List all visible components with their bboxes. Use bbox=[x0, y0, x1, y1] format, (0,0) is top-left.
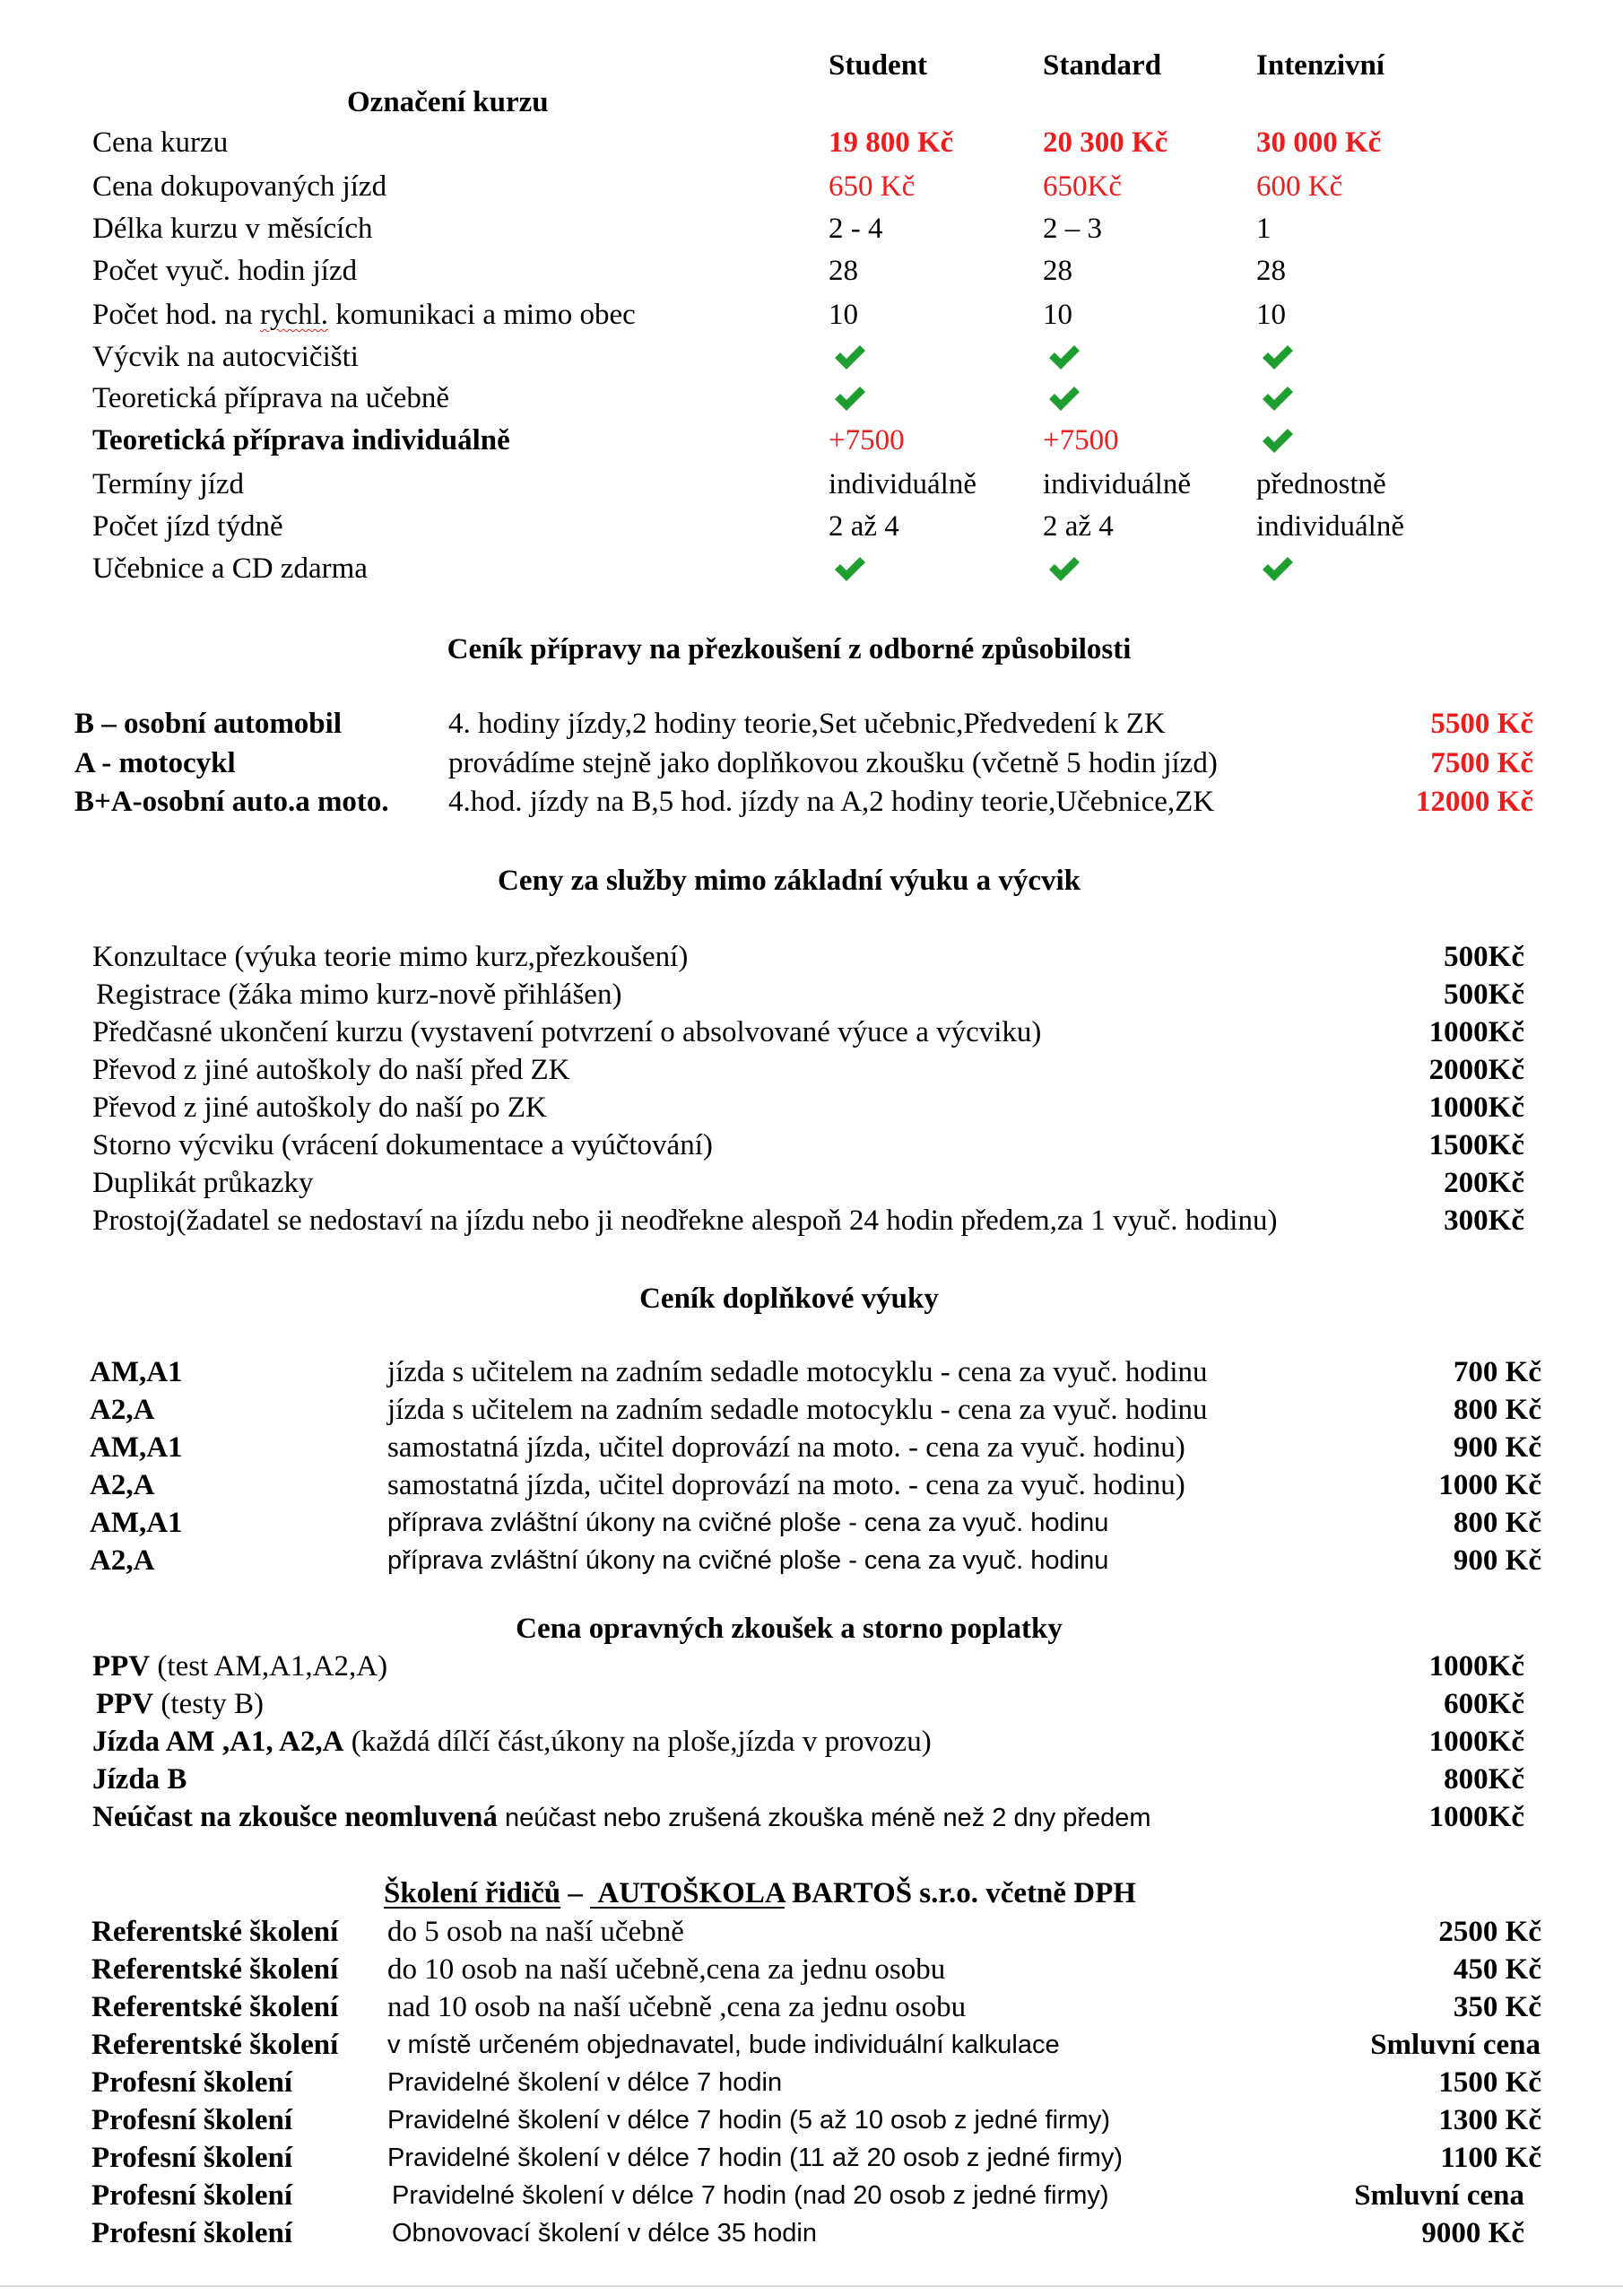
course-row-label: Termíny jízd bbox=[92, 468, 245, 500]
service-price: 500Kč bbox=[1444, 978, 1524, 1011]
retest-desc: 4.hod. jízdy na B,5 hod. jízdy na A,2 hodiny teorie,Učebnice,ZK bbox=[448, 786, 1215, 818]
checkmark-icon bbox=[1260, 343, 1296, 371]
training-label: Referentské školení bbox=[91, 2029, 339, 2061]
course-cell: 20 300 Kč bbox=[1043, 126, 1168, 159]
course-cell: individuálně bbox=[1043, 468, 1191, 500]
label-header: Označení kurzu bbox=[347, 86, 549, 118]
retest-price: 5500 Kč bbox=[1430, 708, 1533, 740]
checkmark-icon bbox=[1046, 554, 1082, 583]
checkmark-icon bbox=[1260, 426, 1296, 455]
training-price: 2500 Kč bbox=[1438, 1916, 1541, 1948]
course-row-label: Cena kurzu bbox=[92, 126, 229, 159]
checkmark-icon bbox=[832, 343, 868, 371]
training-label: Referentské školení bbox=[91, 1953, 339, 1986]
services-title: Ceny za služby mimo základní výuku a výcvik bbox=[497, 865, 1081, 897]
service-label: Převod z jiné autoškoly do naší po ZK bbox=[92, 1091, 547, 1124]
exam-row-rest: (každá dílčí část,úkony na ploše,jízda v provozu) bbox=[343, 1726, 932, 1758]
service-label: Registrace (žáka mimo kurz-nově přihlášen) bbox=[96, 978, 622, 1011]
course-cell: 2 až 4 bbox=[1043, 510, 1114, 543]
retest-label: B – osobní automobil bbox=[74, 708, 342, 740]
service-label: Převod z jiné autoškoly do naší před ZK bbox=[92, 1054, 570, 1086]
retest-desc: provádíme stejně jako doplňkovou zkoušku (včetně 5 hodin jízd) bbox=[448, 747, 1218, 779]
course-cell: 28 bbox=[829, 255, 858, 287]
training-price: 1100 Kč bbox=[1440, 2142, 1541, 2174]
course-cell: 28 bbox=[1043, 255, 1072, 287]
service-label: Prostoj(žadatel se nedostaví na jízdu nebo ji neodřekne alespoň 24 hodin předem,za 1 vyuč. hodinu) bbox=[92, 1205, 1278, 1237]
training-price: 9000 Kč bbox=[1421, 2217, 1524, 2249]
course-cell: 2 až 4 bbox=[829, 510, 899, 543]
training-price: Smluvní cena bbox=[1370, 2029, 1541, 2061]
training-desc: v místě určeném objednavatel, bude individuální kalkulace bbox=[387, 2031, 1060, 2059]
supplementary-price: 1000 Kč bbox=[1438, 1469, 1541, 1501]
service-label: Konzultace (výuka teorie mimo kurz,přezkoušení) bbox=[92, 941, 689, 973]
page-bottom-border bbox=[0, 2285, 1623, 2287]
training-title: Školení řidičů – AUTOŠKOLA BARTOŠ s.r.o. včetně DPH bbox=[384, 1877, 1136, 1909]
exam-row-rest: (test AM,A1,A2,A) bbox=[150, 1650, 388, 1683]
course-cell: 1 bbox=[1256, 213, 1271, 245]
training-desc: do 10 osob na naší učebně,cena za jednu osobu bbox=[387, 1953, 946, 1986]
col-header-student: Student bbox=[829, 49, 928, 82]
supplementary-price: 800 Kč bbox=[1453, 1394, 1541, 1426]
course-cell: 2 – 3 bbox=[1043, 213, 1102, 245]
retest-price: 12000 Kč bbox=[1415, 786, 1533, 818]
service-price: 500Kč bbox=[1444, 941, 1524, 973]
course-cell: 28 bbox=[1256, 255, 1286, 287]
supplementary-title: Ceník doplňkové výuky bbox=[639, 1283, 939, 1315]
training-label: Profesní školení bbox=[91, 2217, 292, 2249]
exam-row-rest: neúčast nebo zrušená zkouška méně než 2 dny předem bbox=[497, 1804, 1151, 1832]
course-cell: +7500 bbox=[829, 424, 905, 457]
retest-label: B+A-osobní auto.a moto. bbox=[74, 786, 389, 818]
exam-row-bold: Neúčast na zkoušce neomluvená bbox=[92, 1801, 498, 1833]
retest-title: Ceník přípravy na přezkoušení z odborné způsobilosti bbox=[447, 633, 1132, 665]
course-row-label: Počet jízd týdně bbox=[92, 510, 283, 543]
training-price: 450 Kč bbox=[1453, 1953, 1541, 1986]
exam-row-rest: (testy B) bbox=[153, 1688, 264, 1720]
service-price: 1000Kč bbox=[1428, 1091, 1524, 1124]
course-cell: individuálně bbox=[1256, 510, 1404, 543]
training-price: 350 Kč bbox=[1453, 1991, 1541, 2023]
checkmark-icon bbox=[1260, 384, 1296, 413]
checkmark-icon bbox=[1046, 384, 1082, 413]
course-cell: 650 Kč bbox=[829, 170, 916, 203]
exam-row-bold: Jízda B bbox=[92, 1763, 187, 1796]
checkmark-icon bbox=[1260, 554, 1296, 583]
exam-price: 1000Kč bbox=[1428, 1801, 1524, 1833]
supplementary-desc: příprava zvláštní úkony na cvičné ploše - cena za vyuč. hodinu bbox=[387, 1546, 1109, 1575]
course-row-label: Cena dokupovaných jízd bbox=[92, 170, 387, 203]
training-price: 1300 Kč bbox=[1438, 2104, 1541, 2136]
service-price: 2000Kč bbox=[1428, 1054, 1524, 1086]
course-cell: 19 800 Kč bbox=[829, 126, 954, 159]
exam-row-label bbox=[92, 1652, 387, 1682]
course-cell: 10 bbox=[1043, 299, 1072, 331]
course-cell: 650Kč bbox=[1043, 170, 1122, 203]
service-price: 1000Kč bbox=[1428, 1016, 1524, 1048]
retest-label: A - motocykl bbox=[74, 747, 236, 779]
training-label: Referentské školení bbox=[91, 1991, 339, 2023]
service-price: 200Kč bbox=[1444, 1167, 1524, 1199]
course-cell: 10 bbox=[1256, 299, 1286, 331]
supplementary-category: AM,A1 bbox=[90, 1356, 183, 1388]
spellcheck-mark: rychl. bbox=[259, 299, 329, 331]
training-label: Profesní školení bbox=[91, 2066, 292, 2099]
service-label: Storno výcviku (vrácení dokumentace a vyúčtování) bbox=[92, 1129, 713, 1161]
service-label: Předčasné ukončení kurzu (vystavení potvrzení o absolvované výuce a výcviku) bbox=[92, 1016, 1042, 1048]
training-price: Smluvní cena bbox=[1354, 2179, 1524, 2212]
training-desc: Pravidelné školení v délce 7 hodin (5 až 10 osob z jedné firmy) bbox=[387, 2106, 1110, 2135]
col-header-standard: Standard bbox=[1043, 49, 1162, 82]
exam-row-label bbox=[96, 1690, 264, 1719]
exam-row-bold: Jízda AM ,A1, A2,A bbox=[92, 1726, 344, 1758]
exam-price: 1000Kč bbox=[1428, 1650, 1524, 1683]
training-desc: Pravidelné školení v délce 7 hodin (nad 20 osob z jedné firmy) bbox=[392, 2181, 1109, 2210]
exam-price: 800Kč bbox=[1444, 1763, 1524, 1796]
training-desc: nad 10 osob na naší učebně ,cena za jednu osobu bbox=[387, 1991, 967, 2023]
supplementary-desc: samostatná jízda, učitel doprovází na moto. - cena za vyuč. hodinu) bbox=[387, 1431, 1185, 1464]
exam-price: 600Kč bbox=[1444, 1688, 1524, 1720]
course-row-label: Výcvik na autocvičišti bbox=[92, 341, 359, 373]
supplementary-desc: samostatná jízda, učitel doprovází na moto. - cena za vyuč. hodinu) bbox=[387, 1469, 1185, 1501]
course-cell: 10 bbox=[829, 299, 858, 331]
course-row-label: Teoretická příprava individuálně bbox=[92, 424, 510, 457]
exam-row-label bbox=[92, 1765, 187, 1795]
service-price: 1500Kč bbox=[1428, 1129, 1524, 1161]
supplementary-category: A2,A bbox=[90, 1544, 155, 1577]
checkmark-icon bbox=[832, 554, 868, 583]
training-desc: do 5 osob na naší učebně bbox=[387, 1916, 684, 1948]
exam-row-bold: PPV bbox=[92, 1650, 151, 1683]
supplementary-category: AM,A1 bbox=[90, 1431, 183, 1464]
course-row-label: Učebnice a CD zdarma bbox=[92, 552, 368, 585]
supplementary-price: 900 Kč bbox=[1453, 1431, 1541, 1464]
exams-title: Cena opravných zkoušek a storno poplatky bbox=[516, 1613, 1063, 1645]
training-desc: Pravidelné školení v délce 7 hodin bbox=[387, 2068, 783, 2097]
training-desc: Pravidelné školení v délce 7 hodin (11 až 20 osob z jedné firmy) bbox=[387, 2144, 1123, 2172]
supplementary-category: A2,A bbox=[90, 1469, 155, 1501]
course-cell: 2 - 4 bbox=[829, 213, 883, 245]
course-row-label: Počet hod. na rychl. komunikaci a mimo obec bbox=[92, 299, 636, 331]
course-cell: 600 Kč bbox=[1256, 170, 1343, 203]
course-row-label: Teoretická příprava na učebně bbox=[92, 382, 450, 414]
course-cell: přednostně bbox=[1256, 468, 1386, 500]
service-price: 300Kč bbox=[1444, 1205, 1524, 1237]
training-label: Profesní školení bbox=[91, 2179, 292, 2212]
course-row-label: Délka kurzu v měsících bbox=[92, 213, 373, 245]
course-cell: individuálně bbox=[829, 468, 976, 500]
training-label: Referentské školení bbox=[91, 1916, 339, 1948]
training-label: Profesní školení bbox=[91, 2142, 292, 2174]
course-cell: 30 000 Kč bbox=[1256, 126, 1382, 159]
checkmark-icon bbox=[832, 384, 868, 413]
supplementary-price: 700 Kč bbox=[1453, 1356, 1541, 1388]
service-label: Duplikát průkazky bbox=[92, 1167, 314, 1199]
supplementary-category: AM,A1 bbox=[90, 1507, 183, 1539]
supplementary-desc: příprava zvláštní úkony na cvičné ploše - cena za vyuč. hodinu bbox=[387, 1509, 1109, 1537]
exam-row-bold: PPV bbox=[96, 1688, 154, 1720]
checkmark-icon bbox=[1046, 343, 1082, 371]
supplementary-category: A2,A bbox=[90, 1394, 155, 1426]
col-header-intensive: Intenzivní bbox=[1256, 49, 1385, 82]
course-row-label: Počet vyuč. hodin jízd bbox=[92, 255, 358, 287]
supplementary-price: 900 Kč bbox=[1453, 1544, 1541, 1577]
training-desc: Obnovovací školení v délce 35 hodin bbox=[392, 2219, 817, 2248]
training-label: Profesní školení bbox=[91, 2104, 292, 2136]
retest-desc: 4. hodiny jízdy,2 hodiny teorie,Set učebnic,Předvedení k ZK bbox=[448, 708, 1166, 740]
training-price: 1500 Kč bbox=[1438, 2066, 1541, 2099]
course-cell: +7500 bbox=[1043, 424, 1119, 457]
exam-price: 1000Kč bbox=[1428, 1726, 1524, 1758]
exam-row-label bbox=[92, 1803, 1151, 1832]
supplementary-desc: jízda s učitelem na zadním sedadle motocyklu - cena za vyuč. hodinu bbox=[387, 1394, 1208, 1426]
exam-row-label bbox=[92, 1727, 932, 1757]
supplementary-desc: jízda s učitelem na zadním sedadle motocyklu - cena za vyuč. hodinu bbox=[387, 1356, 1208, 1388]
retest-price: 7500 Kč bbox=[1430, 747, 1533, 779]
supplementary-price: 800 Kč bbox=[1453, 1507, 1541, 1539]
